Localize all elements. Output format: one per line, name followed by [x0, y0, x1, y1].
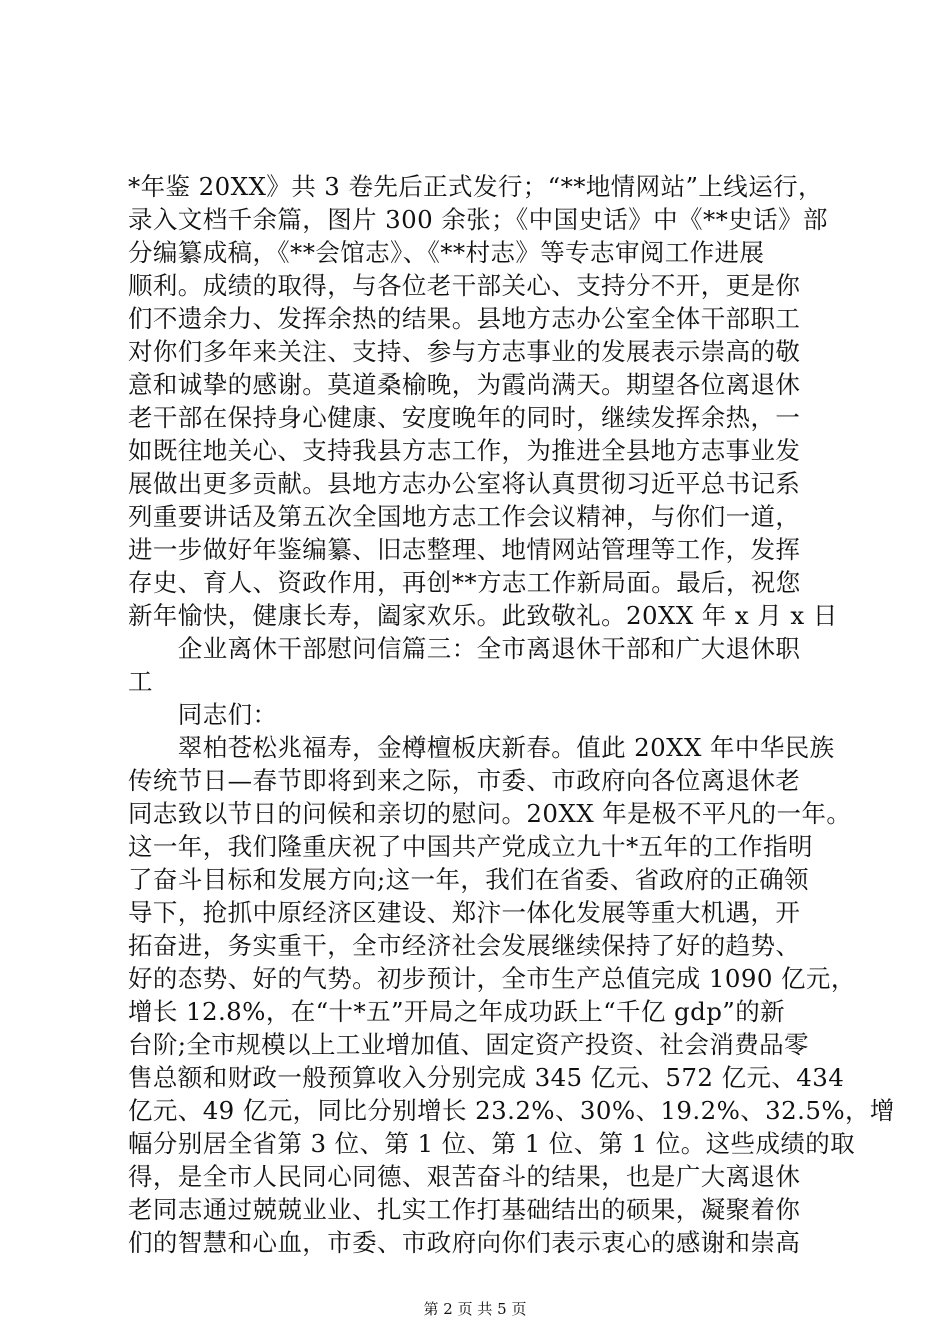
text-line: 新年愉快，健康长寿，阖家欢乐。此致敬礼。20XX 年 x 月 x 日 [128, 601, 838, 630]
text-line: 工 [128, 667, 153, 696]
document-body [128, 170, 895, 1259]
text-line: 幅分别居全省第 3 位、第 1 位、第 1 位、第 1 位。这些成绩的取 [128, 1129, 856, 1158]
text-line: 售总额和财政一般预算收入分别完成 345 亿元、572 亿元、434 [128, 1063, 845, 1092]
text-line: 传统节日—春节即将到来之际，市委、市政府向各位离退休老 [128, 766, 801, 795]
text-line: 们不遗余力、发挥余热的结果。县地方志办公室全体干部职工 [128, 304, 801, 333]
text-line: 好的态势、好的气势。初步预计，全市生产总值完成 1090 亿元， [128, 964, 856, 993]
text-line: 同志致以节日的问候和亲切的慰问。20XX 年是极不平凡的一年。 [128, 799, 852, 828]
text-line: 老干部在保持身心健康、安度晚年的同时，继续发挥余热，一 [128, 403, 801, 432]
text-line: 存史、育人、资政作用，再创**方志工作新局面。最后，祝您 [128, 568, 801, 597]
text-line: 翠柏苍松兆福寿，金樽檀板庆新春。值此 20XX 年中华民族 [128, 733, 835, 762]
text-line: 意和诚挚的感谢。莫道桑榆晚，为霞尚满天。期望各位离退休 [128, 370, 801, 399]
text-line: 顺利。成绩的取得，与各位老干部关心、支持分不开，更是你 [128, 271, 801, 300]
text-line: 进一步做好年鉴编纂、旧志整理、地情网站管理等工作，发挥 [128, 535, 801, 564]
text-line: 对你们多年来关注、支持、参与方志事业的发展表示崇高的敬 [128, 337, 801, 366]
text-line: 分编纂成稿，《**会馆志》、《**村志》等专志审阅工作进展 [128, 238, 765, 267]
text-line: 台阶;全市规模以上工业增加值、固定资产投资、社会消费品零 [128, 1030, 809, 1059]
page-footer: 第 2 页 共 5 页 [423, 1300, 527, 1318]
text-line: 得，是全市人民同心同德、艰苦奋斗的结果，也是广大离退休 [128, 1162, 801, 1191]
text-line: 亿元、49 亿元，同比分别增长 23.2%、30%、19.2%、32.5%，增 [128, 1096, 895, 1125]
text-line: 同志们： [128, 700, 278, 729]
text-line: 企业离休干部慰问信篇三：全市离退休干部和广大退休职 [128, 634, 801, 663]
text-line: 增长 12.8%，在“十*五”开局之年成功跃上“千亿 gdp”的新 [128, 997, 786, 1026]
text-line: 拓奋进，务实重干，全市经济社会发展继续保持了好的趋势、 [128, 931, 801, 960]
text-line: 了奋斗目标和发展方向;这一年，我们在省委、省政府的正确领 [128, 865, 809, 894]
text-line: 们的智慧和心血，市委、市政府向你们表示衷心的感谢和崇高 [128, 1228, 801, 1257]
text-line: *年鉴 20XX》共 3 卷先后正式发行；“**地情网站”上线运行， [128, 172, 823, 201]
text-line: 如既往地关心、支持我县方志工作，为推进全县地方志事业发 [128, 436, 801, 465]
text-line: 导下，抢抓中原经济区建设、郑汴一体化发展等重大机遇，开 [128, 898, 801, 927]
text-line: 这一年，我们隆重庆祝了中国共产党成立九十*五年的工作指明 [128, 832, 813, 861]
text-line: 老同志通过兢兢业业、扎实工作打基础结出的硕果，凝聚着你 [128, 1195, 801, 1224]
text-line: 列重要讲话及第五次全国地方志工作会议精神，与你们一道， [128, 502, 801, 531]
text-line: 录入文档千余篇，图片 300 余张；《中国史话》中《**史话》部 [128, 205, 828, 234]
text-line: 展做出更多贡献。县地方志办公室将认真贯彻习近平总书记系 [128, 469, 801, 498]
